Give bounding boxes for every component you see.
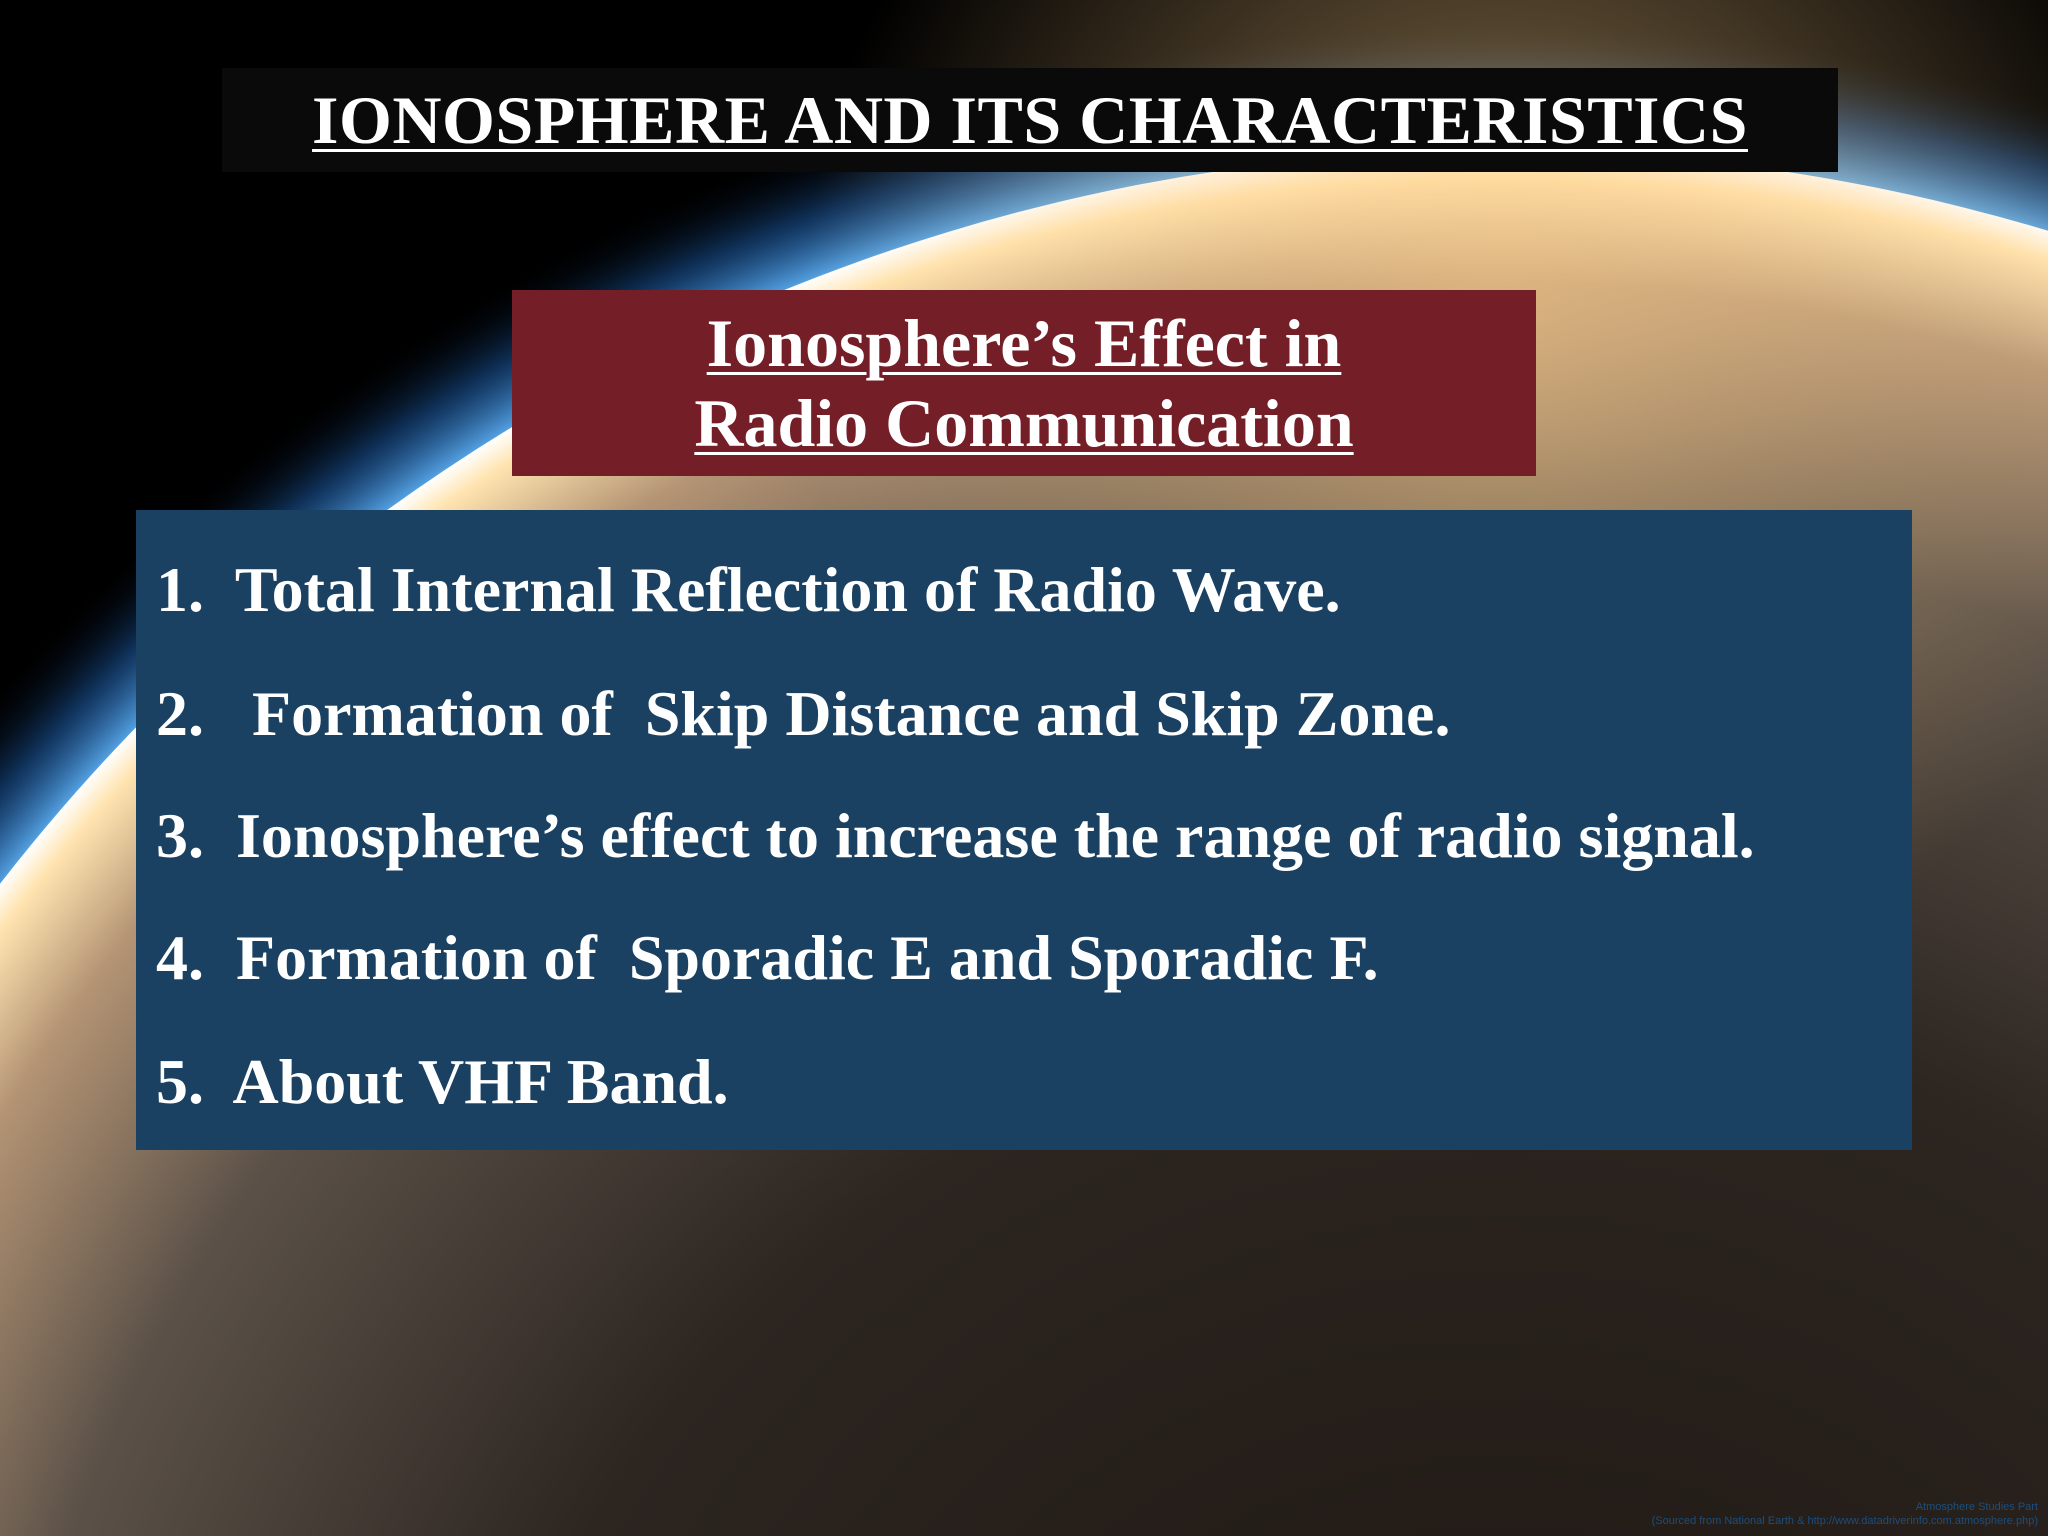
- topic-list: [136, 510, 1912, 1150]
- credit-line-1: Atmosphere Studies Part: [1915, 1501, 2038, 1513]
- subtitle-line-1: Ionosphere’s Effect in: [706, 305, 1342, 381]
- credit-line-2: (Sourced from National Earth & http://www.datadriverinfo.com.atmosphere.php): [1651, 1515, 2038, 1527]
- list-item: 1. Total Internal Reflection of Radio Wave.: [156, 554, 1341, 625]
- list-item: 2. Formation of Skip Distance and Skip Zone.: [156, 678, 1451, 749]
- list-item: 3. Ionosphere’s effect to increase the range of radio signal.: [156, 800, 1755, 871]
- list-item: 4. Formation of Sporadic E and Sporadic F.: [156, 922, 1379, 993]
- slide-title: IONOSPHERE AND ITS CHARACTERISTICS: [312, 81, 1748, 158]
- list-item: 5. About VHF Band.: [156, 1046, 729, 1117]
- subtitle-line-2: Radio Communication: [694, 385, 1354, 461]
- image-credit: [1652, 1500, 2038, 1528]
- title-banner: [222, 68, 1838, 172]
- subtitle-banner: [512, 290, 1536, 476]
